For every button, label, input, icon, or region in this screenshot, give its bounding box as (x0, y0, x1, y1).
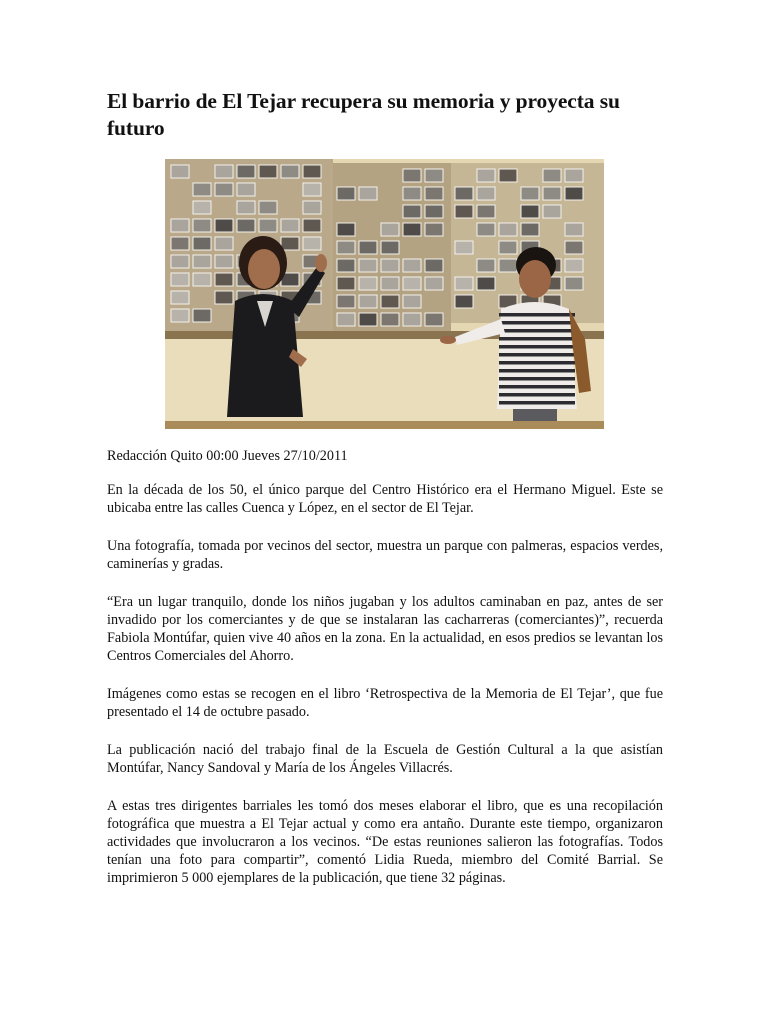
collage-photo (455, 277, 473, 290)
collage-photo (215, 183, 233, 196)
collage-photo (381, 259, 399, 272)
collage-photo (403, 205, 421, 218)
collage-photo (215, 273, 233, 286)
article-paragraph: La publicación nació del trabajo final de la Escuela de Gestión Cultural a la que asistían Montúfar, Nancy Sandoval y María de los Ángeles Villacrés. (107, 742, 663, 776)
collage-photo (193, 237, 211, 250)
collage-photo (237, 219, 255, 232)
photo-collage (171, 165, 583, 326)
collage-photo (171, 273, 189, 286)
collage-photo (425, 187, 443, 200)
collage-photo (171, 237, 189, 250)
collage-photo (381, 295, 399, 308)
collage-photo (565, 259, 583, 272)
collage-photo (521, 223, 539, 236)
collage-photo (565, 187, 583, 200)
collage-photo (337, 259, 355, 272)
collage-photo (455, 187, 473, 200)
collage-photo (403, 313, 421, 326)
collage-photo (403, 295, 421, 308)
collage-photo (381, 223, 399, 236)
collage-photo (425, 223, 443, 236)
collage-photo (543, 169, 561, 182)
collage-photo (215, 165, 233, 178)
article-photo (165, 159, 604, 429)
collage-photo (303, 201, 321, 214)
collage-photo (337, 241, 355, 254)
collage-photo (455, 241, 473, 254)
collage-photo (425, 277, 443, 290)
collage-photo (171, 255, 189, 268)
sweater-stripe (499, 337, 575, 341)
collage-photo (193, 201, 211, 214)
collage-photo (499, 169, 517, 182)
collage-photo (215, 291, 233, 304)
collage-photo (521, 187, 539, 200)
collage-photo (193, 219, 211, 232)
collage-photo (303, 165, 321, 178)
collage-photo (477, 223, 495, 236)
collage-photo (477, 205, 495, 218)
collage-photo (499, 241, 517, 254)
collage-photo (215, 237, 233, 250)
article-byline: Redacción Quito 00:00 Jueves 27/10/2011 (107, 448, 348, 464)
sweater-stripe (499, 401, 575, 405)
collage-photo (237, 201, 255, 214)
collage-photo (477, 169, 495, 182)
collage-photo (403, 223, 421, 236)
sweater-stripe (499, 321, 575, 325)
collage-photo (565, 223, 583, 236)
sweater-stripe (499, 313, 575, 317)
collage-photo (359, 277, 377, 290)
collage-photo (237, 183, 255, 196)
collage-photo (259, 201, 277, 214)
collage-photo (477, 259, 495, 272)
sweater-stripe (499, 361, 575, 365)
collage-photo (521, 205, 539, 218)
sweater-stripe (499, 385, 575, 389)
collage-photo (359, 313, 377, 326)
article-paragraph: “Era un lugar tranquilo, donde los niños jugaban y los adultos caminaban en paz, antes de ser invadido por los comerciantes y de que se instalaran las cacharreras (comerciantes)”, recuerda Fabiola Montúfar, quien vive 40 años en la zona. En la actualidad, en esos predios se levantan los Centros Comerciales del Ahorro. (107, 594, 663, 664)
sweater-stripe (499, 369, 575, 373)
sweater-stripe (499, 353, 575, 357)
collage-photo (565, 169, 583, 182)
sweater-stripe (499, 393, 575, 397)
article-paragraph: En la década de los 50, el único parque del Centro Histórico era el Hermano Miguel. Este se ubicaba entre las calles Cuenca y López, en el sector de El Tejar. (107, 482, 663, 516)
collage-photo (193, 273, 211, 286)
sweater-stripe (499, 377, 575, 381)
collage-photo (215, 219, 233, 232)
collage-photo (171, 219, 189, 232)
collage-photo (259, 165, 277, 178)
collage-photo (337, 187, 355, 200)
collage-photo (403, 169, 421, 182)
collage-photo (425, 259, 443, 272)
collage-photo (565, 277, 583, 290)
collage-photo (337, 223, 355, 236)
collage-photo (381, 277, 399, 290)
collage-photo (303, 219, 321, 232)
collage-photo (359, 259, 377, 272)
collage-photo (543, 187, 561, 200)
collage-photo (499, 259, 517, 272)
collage-photo (455, 295, 473, 308)
article-paragraph: A estas tres dirigentes barriales les tomó dos meses elaborar el libro, que es una recopilación fotográfica que muestra a El Tejar actual y como era antaño. Durante este tiempo, organizaron actividades que involucraron a los vecinos. “De estas reuniones salieron las fotografías. Todos tenían una foto para compartir”, comentó Lidia Rueda, miembro del Comité Barrial. Se imprimieron 5 000 ejemplares de la publicación, que tiene 32 páginas. (107, 798, 663, 886)
article (107, 88, 663, 887)
collage-photo (455, 205, 473, 218)
collage-photo (381, 241, 399, 254)
collage-photo (171, 291, 189, 304)
collage-photo (303, 183, 321, 196)
collage-photo (193, 255, 211, 268)
sweater-stripe (499, 329, 575, 333)
collage-photo (403, 187, 421, 200)
collage-photo (403, 259, 421, 272)
collage-photo (215, 255, 233, 268)
collage-photo (425, 205, 443, 218)
collage-photo (281, 165, 299, 178)
collage-photo (477, 187, 495, 200)
collage-photo (477, 277, 495, 290)
collage-photo (237, 165, 255, 178)
article-title: El barrio de El Tejar recupera su memoria y proyecta su futuro (107, 89, 620, 140)
collage-photo (281, 237, 299, 250)
sweater-stripe (499, 345, 575, 349)
collage-photo (425, 169, 443, 182)
collage-photo (359, 187, 377, 200)
photo-exhibition-illustration (165, 159, 604, 429)
collage-photo (543, 205, 561, 218)
article-paragraph: Una fotografía, tomada por vecinos del sector, muestra un parque con palmeras, espacios verdes, caminerías y gradas. (107, 538, 663, 572)
collage-photo (303, 237, 321, 250)
collage-photo (403, 277, 421, 290)
collage-photo (281, 219, 299, 232)
collage-photo (499, 223, 517, 236)
collage-photo (259, 219, 277, 232)
photo-floor (165, 421, 604, 429)
collage-photo (381, 313, 399, 326)
collage-photo (193, 183, 211, 196)
collage-photo (359, 241, 377, 254)
collage-photo (359, 295, 377, 308)
collage-photo (337, 313, 355, 326)
collage-photo (337, 295, 355, 308)
collage-photo (565, 241, 583, 254)
collage-photo (337, 277, 355, 290)
collage-photo (193, 309, 211, 322)
article-paragraph: Imágenes como estas se recogen en el libro ‘Retrospectiva de la Memoria de El Tejar’, que fue presentado el 14 de octubre pasado. (107, 686, 663, 720)
collage-photo (171, 309, 189, 322)
collage-photo (171, 165, 189, 178)
collage-photo (425, 313, 443, 326)
